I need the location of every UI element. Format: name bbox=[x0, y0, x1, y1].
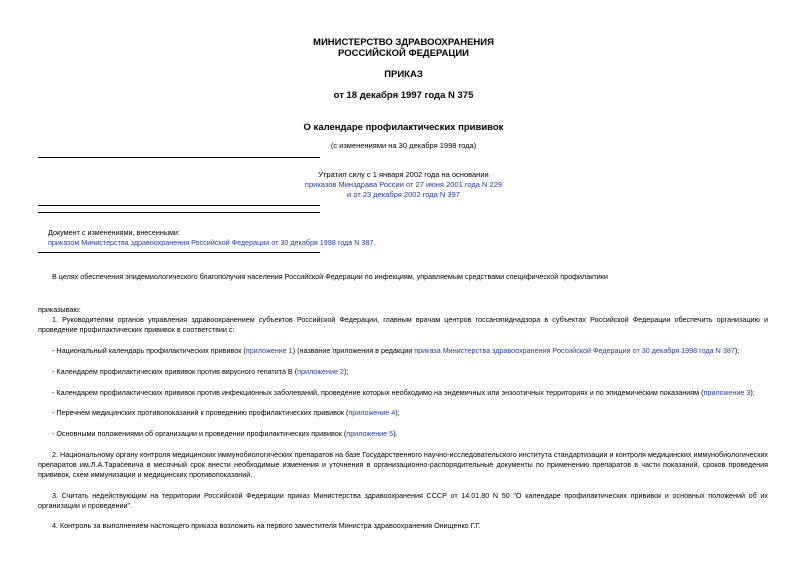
appendix-4-link[interactable]: приложение 4 bbox=[348, 408, 396, 417]
paragraph-1-line-2: проведение профилактических прививок в соответствии с: bbox=[38, 325, 235, 334]
order-387-link[interactable]: приказа Министерства здравоохранения Российской Федерации от 30 декабря 1998 года N 387 bbox=[414, 346, 735, 355]
list-item-4-pre: - Перечнем медицинских противопоказаний к проведению профилактических прививок ( bbox=[52, 408, 349, 417]
paragraph-3-line-2: организации и проведении". bbox=[38, 501, 133, 510]
status-line-1: Утратил силу с 1 января 2002 года на основании bbox=[318, 170, 489, 179]
list-item-4-post: ); bbox=[395, 408, 400, 417]
list-item-5-post: ). bbox=[393, 429, 398, 438]
list-item-2-post: ); bbox=[344, 367, 349, 376]
preamble: В целях обеспечения эпидемиологического благополучия населения Российской Федерации по инфекциям, управляемым средствами специфической профилактики bbox=[52, 272, 608, 281]
divider bbox=[38, 252, 320, 253]
list-item-2 bbox=[52, 367, 348, 378]
list-item-1 bbox=[52, 346, 739, 357]
doc-title: О календаре профилактических прививок bbox=[303, 122, 504, 133]
status-line-3-prefix: и bbox=[347, 190, 354, 199]
changes-suffix: . bbox=[373, 238, 376, 247]
paragraph-4: 4. Контроль за выполнением настоящего приказа возложить на первого заместителя Министра здравоохранения Онищенко Г.Г. bbox=[52, 521, 481, 530]
status-line-3 bbox=[0, 190, 807, 200]
repeal-link-397[interactable]: от 23 декабря 2002 года N 397 bbox=[353, 190, 460, 199]
order-word: приказываю: bbox=[38, 305, 81, 314]
status-line-2-prefix: приказов bbox=[304, 180, 339, 189]
list-item-5-pre: - Основными положениями об организации и проведении профилактических прививок ( bbox=[52, 429, 347, 438]
appendix-1-link[interactable]: приложение 1 bbox=[245, 346, 293, 355]
changes-line bbox=[48, 238, 375, 249]
list-item-4 bbox=[52, 408, 400, 419]
list-item-2-pre: - Календарем профилактических прививок против вирусного гепатита В ( bbox=[52, 367, 298, 376]
ministry-line-2: РОССИЙСКОЙ ФЕДЕРАЦИИ bbox=[337, 48, 469, 59]
amend-note: (с изменениями на 30 декабря 1998 года) bbox=[330, 141, 477, 150]
paragraph-2-line-3: прививок, схем иммунизации и медицинских противопоказаний. bbox=[38, 470, 253, 479]
list-item-1-mid: ) (название приложения в редакции bbox=[292, 346, 415, 355]
changes-link-387[interactable]: приказом Министерства здравоохранения Российской Федерации от 30 декабря 1998 года N 387 bbox=[48, 238, 374, 247]
list-item-1-post: ); bbox=[734, 346, 740, 355]
appendix-5-link[interactable]: приложение 5 bbox=[346, 429, 394, 438]
list-item-3 bbox=[52, 388, 755, 399]
paragraph-2-line-1: 2. Национальному органу контроля медицинских иммунобиологических препаратов на базе Государственного научно-исследовательского института стандартизации и контроля медицинских иммунобиологических bbox=[52, 450, 768, 459]
list-item-3-post: ); bbox=[750, 388, 755, 397]
paragraph-2-line-2: препаратов им.Л.А.Тарасевича в месячный срок внести необходимые изменения и уточнения в организационно-распорядительные документы по применению препаратов в части показаний, сроков проведения bbox=[38, 460, 768, 469]
list-item-1-pre: - Национальный календарь профилактических прививок ( bbox=[52, 346, 246, 355]
doc-type: ПРИКАЗ bbox=[384, 69, 423, 80]
ministry-line-1: МИНИСТЕРСТВО ЗДРАВООХРАНЕНИЯ bbox=[313, 37, 494, 48]
status-line-2 bbox=[0, 180, 807, 190]
paragraph-1-line-1: 1. Руководителям органов управления здравоохранением субъектов Российской Федерации, главным врачам центров госсанэпиднадзора в субъектах Российской Федерации обеспечить организацию и bbox=[52, 315, 768, 324]
divider bbox=[38, 157, 320, 158]
repeal-link-229[interactable]: Минздрава России от 27 июня 2001 года N 229 bbox=[338, 180, 503, 189]
appendix-2-link[interactable]: приложение 2 bbox=[297, 367, 345, 376]
appendix-3-link[interactable]: приложение 3 bbox=[703, 388, 751, 397]
divider bbox=[38, 212, 320, 213]
divider bbox=[38, 205, 320, 206]
paragraph-3-line-1: 3. Считать недействующим на территории Российской Федерации приказ Министерства здравоохранения СССР от 14.01.80 N 50 "О календаре профилактических прививок и основных положений об их bbox=[52, 491, 768, 500]
changes-label: Документ с изменениями, внесенными: bbox=[48, 228, 180, 237]
list-item-5 bbox=[52, 429, 398, 440]
list-item-3-pre: - Календарем профилактических прививок против инфекционных заболеваний, проведение которых необходимо на эндемичных или энзоотичных территориях и по эпидемическим показаниям ( bbox=[52, 388, 704, 397]
doc-date: от 18 декабря 1997 года N 375 bbox=[333, 90, 474, 101]
